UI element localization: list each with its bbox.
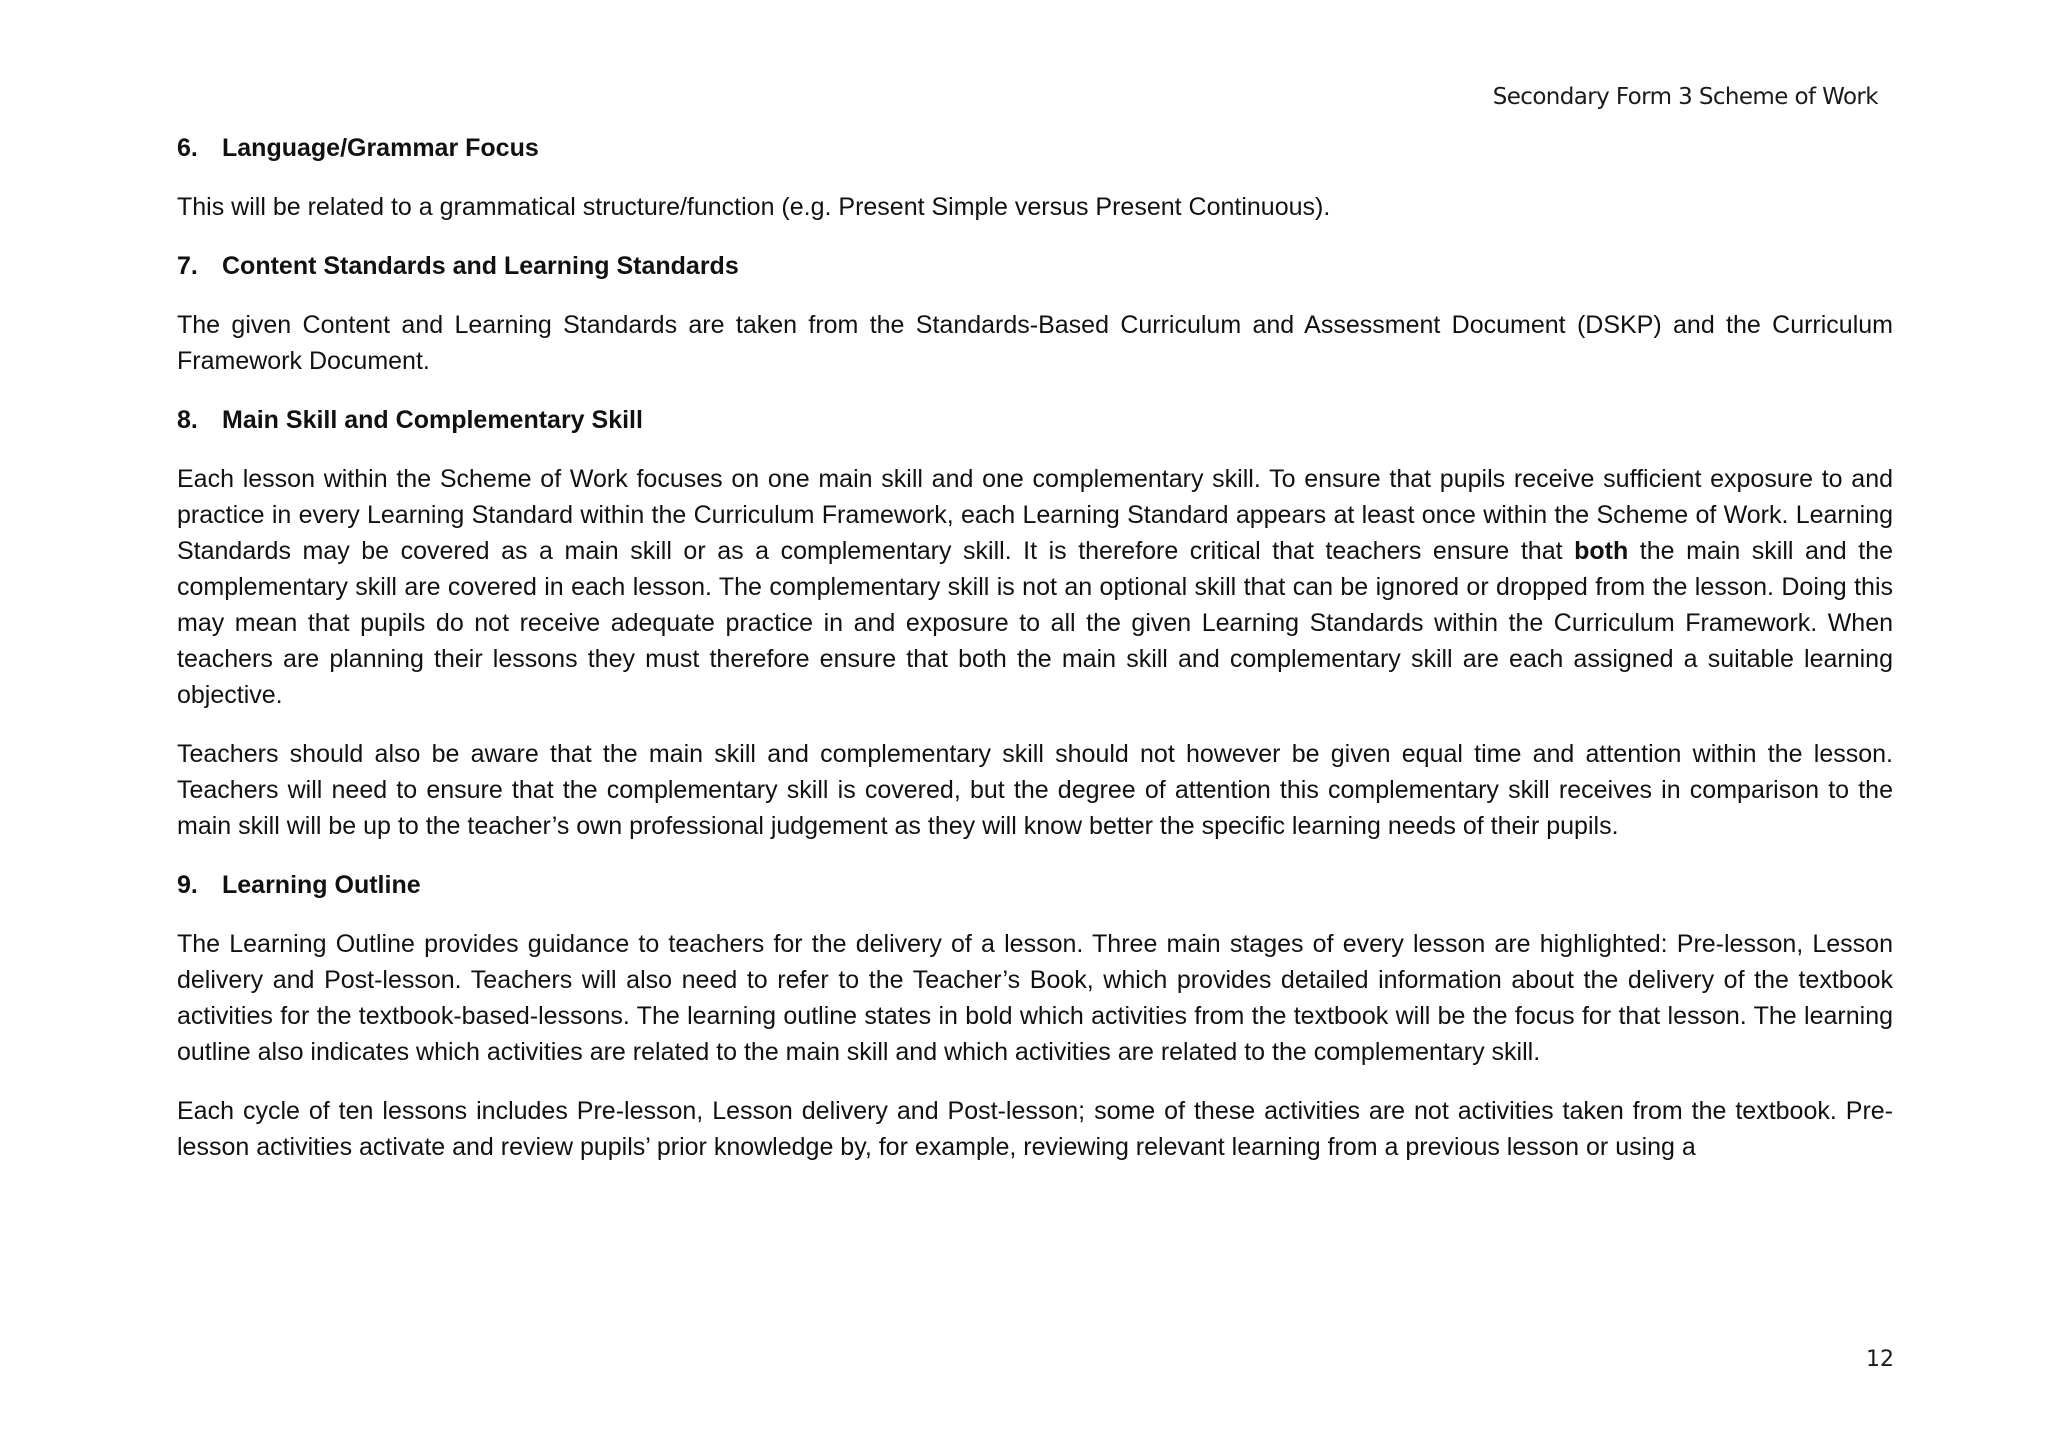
section-title: Main Skill and Complementary Skill [222,406,643,434]
body-paragraph [177,461,1893,713]
section-number: 9. [177,871,198,899]
section-number: 6. [177,134,198,162]
section-title: Language/Grammar Focus [222,134,539,162]
document-body [177,130,1893,1188]
page-number: 12 [1866,1347,1894,1372]
section-heading [177,867,1893,903]
section-heading [177,402,1893,438]
body-paragraph: The Learning Outline provides guidance to teachers for the delivery of a lesson. Three main stages of every lesson are highlighted: Pre-lesson, Lesson delivery and Post-lesson. Teachers will also need to refer to the Teacher’s Book, which provides detailed information about the delivery of the textbook activities for the textbook-based-lessons. The learning outline states in bold which activities from the textbook will be the focus for that lesson. The learning outline also indicates which activities are related to the main skill and which activities are related to the complementary skill. [177,930,1893,1066]
section-title: Learning Outline [222,871,421,899]
paragraph-text: the main skill and the complementary skill are covered in each lesson. The complementary skill is not an optional skill that can be ignored or dropped from the lesson. Doing this may mean that pupils do not receive adequate practice in and exposure to all the given Learning Standards within the Curriculum Framework. When teachers are planning their lessons they must therefore ensure that both the main skill and complementary skill are each assigned a suitable learning objective. [177,537,1894,709]
running-header: Secondary Form 3 Scheme of Work [1492,84,1878,110]
body-paragraph: Teachers should also be aware that the main skill and complementary skill should not however be given equal time and attention within the lesson. Teachers will need to ensure that the complementary skill is covered, but the degree of attention this complementary skill receives in comparison to the main skill will be up to the teacher’s own professional judgement as they will know better the specific learning needs of their pupils. [177,740,1893,840]
body-paragraph: Each cycle of ten lessons includes Pre-lesson, Lesson delivery and Post-lesson; some of these activities are not activities taken from the textbook. Pre-lesson activities activate and review pupils’ prior knowledge by, for example, reviewing relevant learning from a previous lesson or using a [177,1097,1893,1161]
section-heading [177,248,1893,284]
section-heading [177,130,1893,166]
paragraph-text: Each lesson within the Scheme of Work focuses on one main skill and one complementary skill. To ensure that pupils receive sufficient exposure to and practice in every Learning Standard within the Curriculum Framework, each Learning Standard appears at least once within the Scheme of Work. Learning Standards may be covered as a main skill or as a complementary skill. It is therefore critical that teachers ensure that [177,465,1893,565]
section-number: 8. [177,406,198,434]
body-paragraph: This will be related to a grammatical structure/function (e.g. Present Simple versus Present Continuous). [177,193,1331,221]
emphasis-text: both [1574,537,1629,565]
body-paragraph: The given Content and Learning Standards are taken from the Standards-Based Curriculum and Assessment Document (DSKP) and the Curriculum Framework Document. [177,311,1893,375]
section-title: Content Standards and Learning Standards [222,252,739,280]
section-number: 7. [177,252,198,280]
